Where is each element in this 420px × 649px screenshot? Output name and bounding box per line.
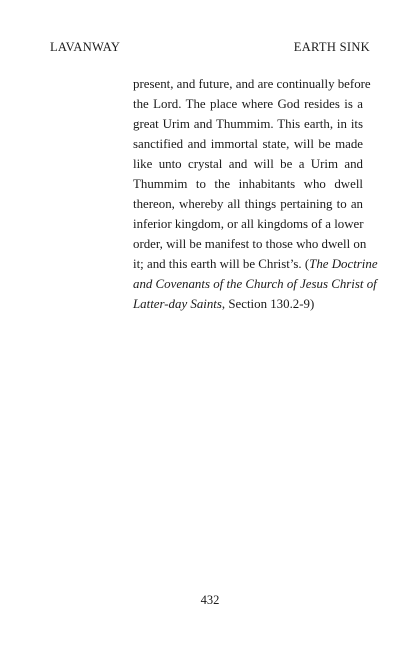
body-paragraph bbox=[133, 74, 378, 314]
running-head-author: LAVANWAY bbox=[50, 40, 121, 54]
text-line: the Lord. The place where God resides is a bbox=[133, 97, 363, 111]
citation-title: and Covenants of the Church of Jesus Christ of bbox=[133, 277, 377, 291]
text-line: Thummim to the inhabitants who dwell bbox=[133, 177, 363, 191]
text-line bbox=[133, 254, 378, 274]
page-number: 432 bbox=[200, 593, 220, 607]
text-line: order, will be manifest to those who dwell on bbox=[133, 237, 367, 251]
running-head-title: EARTH SINK bbox=[293, 40, 370, 54]
text-line bbox=[133, 274, 377, 294]
text-line bbox=[133, 294, 363, 314]
text-line: thereon, whereby all things pertaining to an bbox=[133, 197, 363, 211]
text-line: sanctified and immortal state, will be made bbox=[133, 137, 363, 151]
citation-section: , Section 130.2-9) bbox=[221, 297, 315, 311]
text-run: it; and this earth will be Christ’s. ( bbox=[133, 257, 310, 271]
text-line: great Urim and Thummim. This earth, in its bbox=[133, 117, 363, 131]
citation-title: Latter-day Saints bbox=[133, 297, 222, 311]
text-line: like unto crystal and will be a Urim and bbox=[133, 157, 363, 171]
text-line: inferior kingdom, or all kingdoms of a lower bbox=[133, 217, 364, 231]
citation-title: The Doctrine bbox=[309, 257, 378, 271]
text-line: present, and future, and are continually before bbox=[133, 77, 371, 91]
